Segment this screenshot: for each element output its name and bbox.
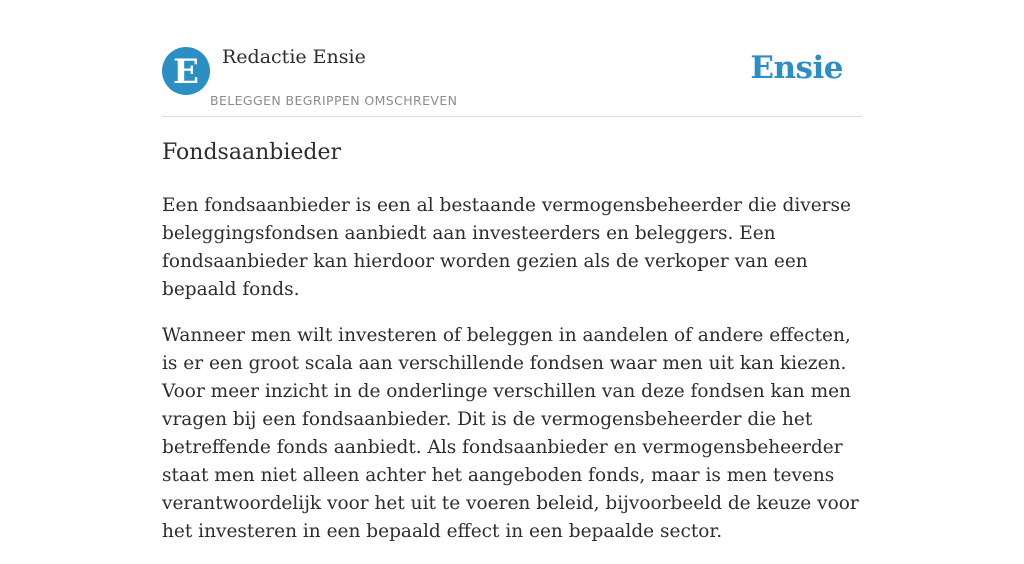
article-body [162,192,862,564]
author-name[interactable]: Redactie Ensie [222,46,366,68]
article-title: Fondsaanbieder [162,140,342,165]
author-avatar[interactable] [162,47,210,95]
article-header [162,0,862,117]
article-paragraph: Een fondsaanbieder is een al bestaande vermogensbeheerder die diverse beleggingsfondsen aanbiedt aan investeerders en beleggers. Een fondsaanbieder kan hierdoor worden gezien als de verkoper van een bepaald fonds. [162,195,851,300]
brand-logo[interactable]: Ensie [750,50,843,86]
article-card [162,0,862,542]
category-label[interactable]: BELEGGEN BEGRIPPEN OMSCHREVEN [210,93,458,108]
article-paragraph: Wanneer men wilt investeren of beleggen in aandelen of andere effecten, is er een groot scala aan verschillende fondsen waar men uit kan kiezen. Voor meer inzicht in de onderlinge verschillen van deze fondsen kan men vragen bij een fondsaanbieder. Dit is de vermogensbeheerder die het betreffende fonds aanbiedt. Als fondsaanbieder en vermogensbeheerder staat men niet alleen achter het aangeboden fonds, maar is men tevens verantwoordelijk voor het uit te voeren beleid, bijvoorbeeld de keuze voor het investeren in een bepaald effect in een bepaalde sector. [162,325,859,542]
avatar-letter: E [173,52,199,92]
ensie-logo-icon [162,47,210,95]
